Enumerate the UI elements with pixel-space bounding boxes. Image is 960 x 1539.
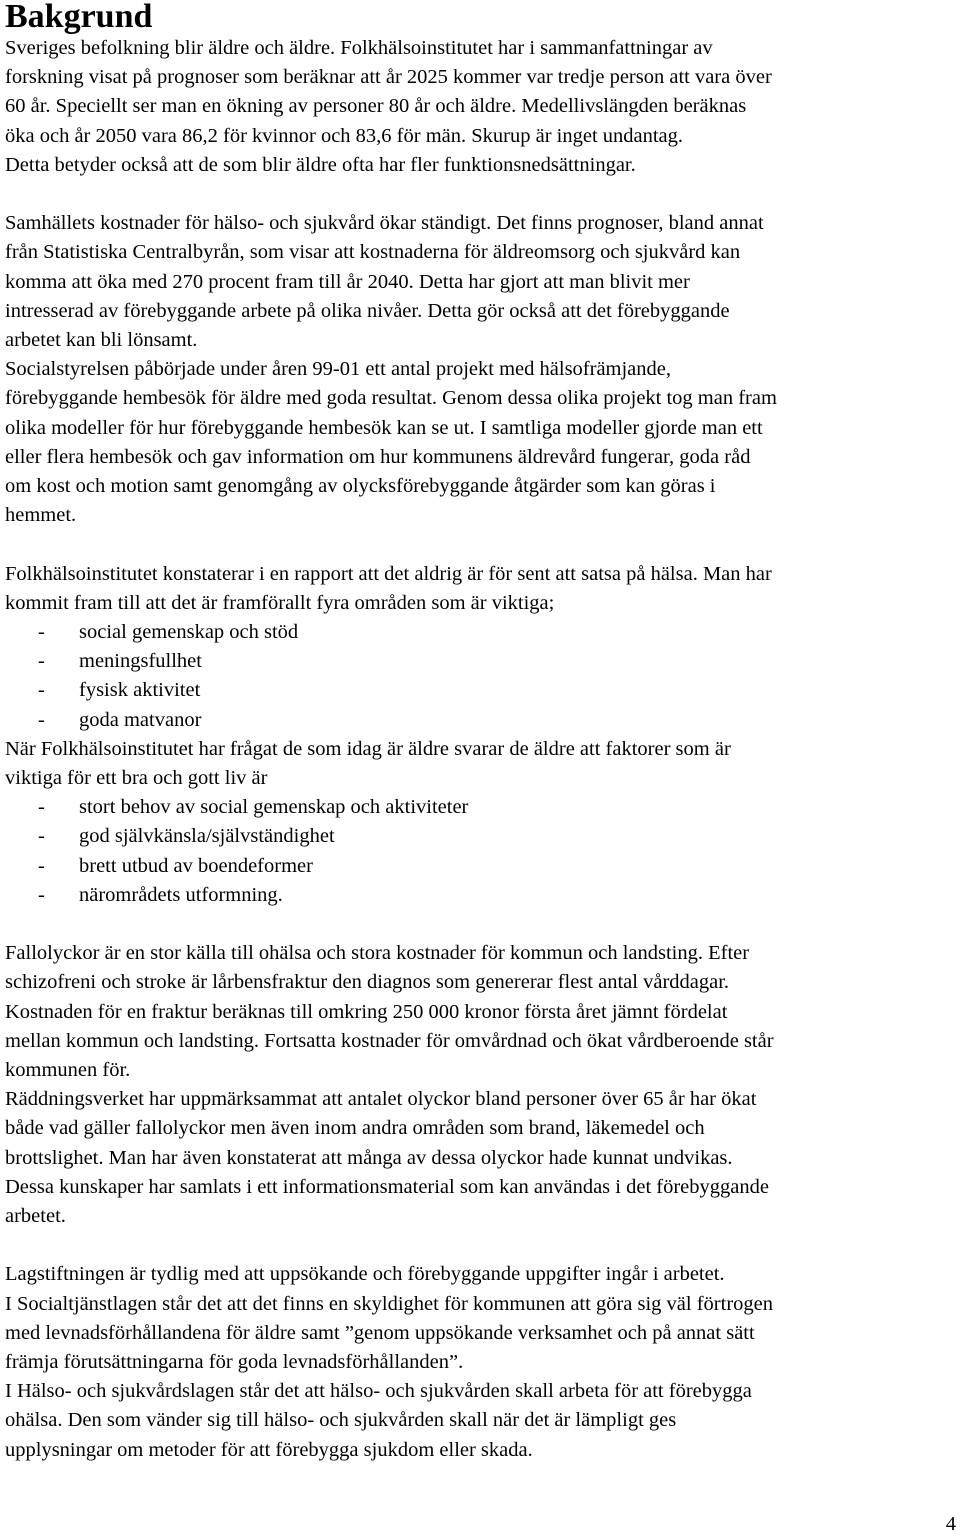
list-item-text: brett utbud av boendeformer	[79, 854, 313, 877]
list-dash: -	[38, 796, 45, 819]
paragraph-gap	[5, 910, 960, 939]
paragraph-raddningsverket: Räddningsverket har uppmärksammat att antalet olyckor bland personer över 65 år har ökat både vad gäller fallolyckor men även inom andra områden som brand, läkemedel och brottslighet. Man har även konstaterat att många av dessa olyckor hade kunnat undvikas. Dessa kunskaper har samlats i ett informationsmaterial som kan användas i det förebyggande arbetet.	[5, 1088, 769, 1228]
list-dash: -	[38, 825, 45, 848]
important-areas-list	[5, 618, 960, 735]
list-dash: -	[38, 650, 45, 673]
list-item	[5, 881, 960, 910]
section-heading: Bakgrund	[5, 0, 153, 35]
list-dash: -	[38, 621, 45, 644]
paragraph-folkhalsoinstitutet: Folkhälsoinstitutet konstaterar i en rapport att det aldrig är för sent att satsa på hälsa. Man har kommit fram till att det är framförallt fyra områden som är viktiga;	[5, 562, 772, 614]
list-item-text: stort behov av social gemenskap och aktiviteter	[79, 796, 469, 819]
list-item	[5, 852, 960, 881]
paragraph-gap	[5, 1231, 960, 1260]
paragraph-gap	[5, 530, 960, 559]
paragraph-socialstyrelsen: Socialstyrelsen påbörjade under åren 99-01 ett antal projekt med hälsofrämjande, förebyggande hembesök för äldre med goda resultat. Genom dessa olika projekt tog man fram olika modeller för hur förebyggande hembesök kan se ut. I samtliga modeller gjorde man ett eller flera hembesök och gav information om hur kommunens äldrevård fungerar, goda råd om kost och motion samt genomgång av olycksförebyggande åtgärder som kan göras i hemmet.	[5, 358, 777, 527]
list-item-text: social gemenskap och stöd	[79, 621, 299, 644]
paragraph-population: Sveriges befolkning blir äldre och äldre. Folkhälsoinstitutet har i sammanfattningar av forskning visat på prognoser som beräknar att år 2025 kommer var tredje person att vara över 60 år. Speciellt ser man en ökning av personer 80 år och äldre. Medellivslängden beräknas öka och år 2050 vara 86,2 för kvinnor och 83,6 för män. Skurup är inget undantag. Detta betyder också att de som blir äldre ofta har fler funktionsnedsättningar.	[5, 37, 772, 176]
list-dash: -	[38, 883, 45, 906]
list-item	[5, 676, 960, 705]
list-dash: -	[38, 708, 45, 731]
list-item	[5, 706, 960, 735]
list-item-text: goda matvanor	[79, 708, 202, 731]
paragraph-elderly-factors: När Folkhälsoinstitutet har frågat de som idag är äldre svarar de äldre att faktorer som är viktiga för ett bra och gott liv är	[5, 737, 731, 790]
list-item	[5, 793, 960, 822]
list-item-text: närområdets utformning.	[79, 883, 283, 906]
page-number: 4	[945, 1513, 956, 1535]
paragraph-legislation: Lagstiftningen är tydlig med att uppsökande och förebyggande uppgifter ingår i arbetet. I Socialtjänstlagen står det att det finns en skyldighet för kommunen att göra sig väl förtrogen med levnadsförhållandena för äldre samt ”genom uppsökande verksamhet och på annat sätt främja förutsättningarna för goda levnadsförhållanden”. I Hälso- och sjukvårdslagen står det att hälso- och sjukvården skall arbeta för att förebygga ohälsa. Den som vänder sig till hälso- och sjukvården skall när det är lämpligt ges upplysningar om metoder för att förebygga sjukdom eller skada.	[5, 1263, 773, 1461]
list-item	[5, 822, 960, 851]
paragraph-gap	[5, 180, 960, 209]
list-item-text: fysisk aktivitet	[79, 679, 201, 702]
elderly-factors-list	[5, 793, 960, 910]
paragraph-costs: Samhällets kostnader för hälso- och sjukvård ökar ständigt. Det finns prognoser, bland annat från Statistiska Centralbyrån, som visar att kostnaderna för äldreomsorg och sjukvård kan komma att öka med 270 procent fram till år 2040. Detta har gjort att man blivit mer intresserad av förebyggande arbete på olika nivåer. Detta gör också att det förebyggande arbetet kan bli lönsamt.	[5, 212, 764, 352]
paragraph-fall-accidents: Fallolyckor är en stor källa till ohälsa och stora kostnader för kommun och landsting. Efter schizofreni och stroke är lårbensfraktur den diagnos som genererar flest antal vårddagar. Kostnaden för en fraktur beräknas till omkring 250 000 kronor första året jämnt fördelat mellan kommun och landsting. Fortsatta kostnader för omvårdnad och ökat vårdberoende står kommunen för.	[5, 942, 774, 1082]
list-dash: -	[38, 854, 45, 877]
list-item	[5, 618, 960, 647]
document-page	[5, 0, 960, 1465]
list-item-text: god självkänsla/självständighet	[79, 825, 335, 848]
list-dash: -	[38, 679, 45, 702]
list-item	[5, 647, 960, 676]
list-item-text: meningsfullhet	[79, 650, 202, 673]
